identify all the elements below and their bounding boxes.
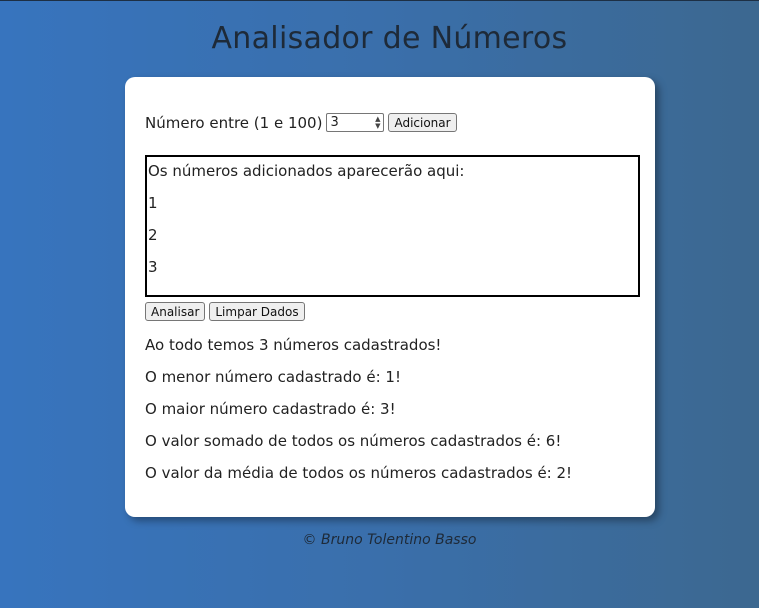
action-buttons xyxy=(145,302,305,321)
analyzer-card xyxy=(125,77,655,517)
footer-credit: © Bruno Tolentino Basso xyxy=(302,532,477,548)
spin-up-icon[interactable]: ▲ xyxy=(375,114,381,123)
list-item[interactable]: 1 xyxy=(148,194,158,212)
spin-down-icon[interactable]: ▼ xyxy=(375,121,381,130)
number-input-label: Número entre (1 e 100) xyxy=(145,113,323,132)
results-panel xyxy=(145,335,572,495)
clear-button[interactable]: Limpar Dados xyxy=(209,302,304,321)
result-max: O maior número cadastrado é: 3! xyxy=(145,400,396,418)
numbers-list[interactable] xyxy=(145,155,640,297)
analyze-button[interactable]: Analisar xyxy=(145,302,205,321)
list-placeholder: Os números adicionados aparecerão aqui: xyxy=(148,162,465,180)
result-total: Ao todo temos 3 números cadastrados! xyxy=(145,336,442,354)
add-button[interactable]: Adicionar xyxy=(388,113,456,132)
result-avg: O valor da média de todos os números cadastrados é: 2! xyxy=(145,464,573,482)
number-input[interactable] xyxy=(326,113,384,132)
number-input-row xyxy=(145,113,457,132)
number-input-value: 3 xyxy=(330,115,339,130)
result-sum: O valor somado de todos os números cadastrados é: 6! xyxy=(145,432,562,450)
list-item[interactable]: 3 xyxy=(148,258,158,276)
list-item[interactable]: 2 xyxy=(148,226,158,244)
number-spinner[interactable] xyxy=(375,116,380,130)
page-title: Analisador de Números xyxy=(211,21,568,56)
result-min: O menor número cadastrado é: 1! xyxy=(145,368,401,386)
